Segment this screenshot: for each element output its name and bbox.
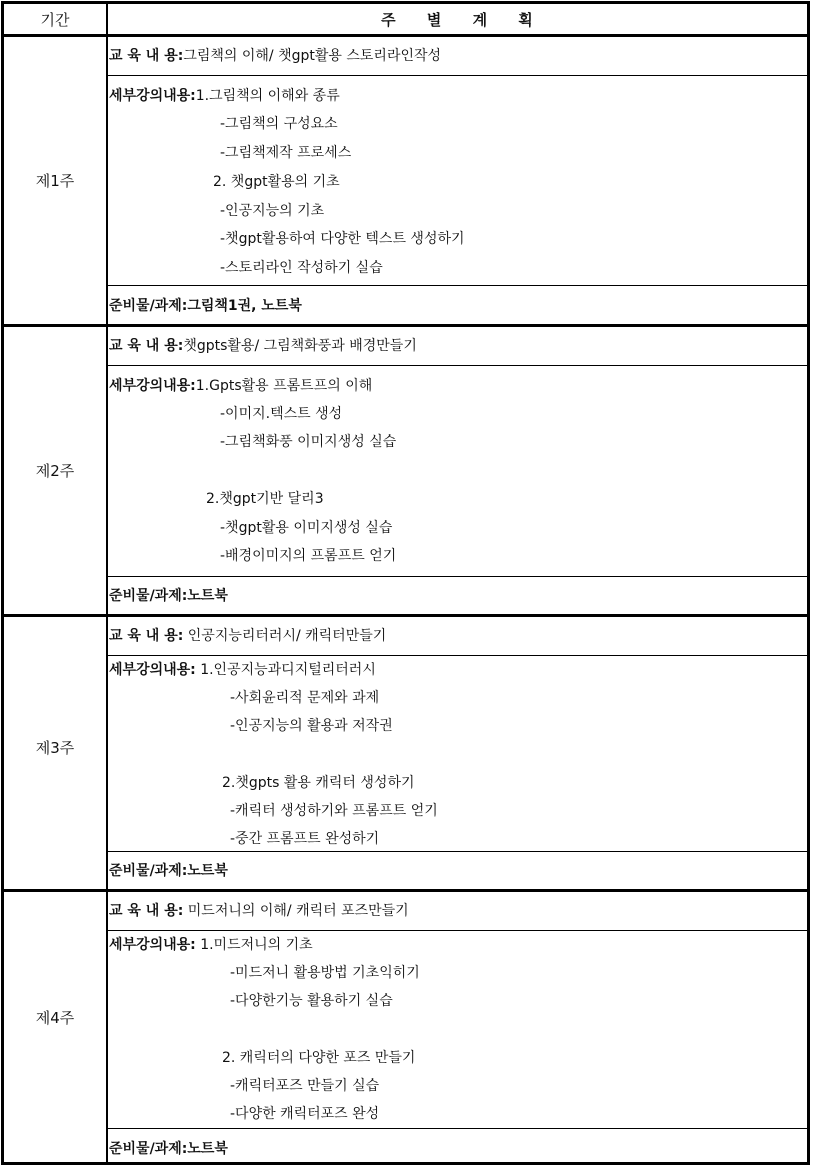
week-2-detail-line-6: -배경이미지의 프롬프트 얻기 xyxy=(220,548,397,564)
week-4-detail-line-2: -미드저니 활용방법 기초익히기 xyxy=(230,965,420,981)
week-1-detail-line-2: -그림책의 구성요소 xyxy=(220,116,338,132)
row-divider xyxy=(108,285,807,286)
content-label: 교 육 내 용: xyxy=(109,48,184,64)
week-3-section xyxy=(4,617,807,889)
week-3-prep: 준비물/과제:노트북 xyxy=(109,863,228,879)
week-3-detail-line-4: 2.챗gpts 활용 캐릭터 생성하기 xyxy=(222,775,415,791)
content-text: 챗gpts활용/ 그림책화풍과 배경만들기 xyxy=(183,338,417,354)
week-4-detail-line-5: -캐릭터포즈 만들기 실습 xyxy=(230,1078,380,1094)
week-4-content xyxy=(109,902,409,920)
week-2-detail-line-3: -그림책화풍 이미지생성 실습 xyxy=(220,434,397,450)
week-1-detail-line-4: 2. 챗gpt활용의 기초 xyxy=(213,174,340,190)
row-divider xyxy=(108,75,807,76)
week-2-label: 제2주 xyxy=(35,462,75,480)
content-label: 교 육 내 용: xyxy=(109,338,184,354)
week-2-detail-line-2: -이미지.텍스트 생성 xyxy=(220,406,343,422)
detail-label: 세부강의내용: xyxy=(109,662,196,678)
week-2-section xyxy=(4,327,807,614)
row-divider xyxy=(108,930,807,931)
content-text: 그림책의 이해/ 챗gpt활용 스토리라인작성 xyxy=(183,48,442,64)
week-3-detail-line-5: -캐릭터 생성하기와 프롬프트 얻기 xyxy=(230,803,438,819)
weekly-plan-table xyxy=(1,1,810,1165)
week-3-detail-line-3: -인공지능의 활용과 저작권 xyxy=(230,718,393,734)
week-2-prep: 준비물/과제:노트북 xyxy=(109,588,228,604)
week-1-detail-line-7: -스토리라인 작성하기 실습 xyxy=(220,260,383,276)
week-1-section xyxy=(4,37,807,324)
detail-label: 세부강의내용: xyxy=(109,937,196,953)
week-1-detail-line-1 xyxy=(109,87,340,105)
week-3-detail-line-2: -사회윤리적 문제와 과제 xyxy=(230,690,380,706)
row-divider xyxy=(108,576,807,577)
week-2-detail-line-5: -챗gpt활용 이미지생성 실습 xyxy=(220,520,393,536)
row-divider xyxy=(108,365,807,366)
content-text: 미드저니의 이해/ 캐릭터 포즈만들기 xyxy=(183,903,409,919)
week-2-detail-line-1 xyxy=(109,377,372,395)
week-3-content xyxy=(109,627,386,645)
week-1-detail-line-3: -그림책제작 프로세스 xyxy=(220,145,352,161)
detail-label: 세부강의내용: xyxy=(109,378,196,394)
row-divider xyxy=(108,851,807,852)
week-4-prep: 준비물/과제:노트북 xyxy=(109,1141,228,1157)
week-1-prep: 준비물/과제:그림책1권, 노트북 xyxy=(109,298,302,314)
week-4-detail-line-3: -다양한기능 활용하기 실습 xyxy=(230,993,393,1009)
week-1-label: 제1주 xyxy=(35,172,75,190)
detail-text: 1.미드저니의 기초 xyxy=(195,937,313,953)
week-3-detail-line-6: -중간 프롬프트 완성하기 xyxy=(230,831,380,847)
content-text: 인공지능리터러시/ 캐릭터만들기 xyxy=(183,628,387,644)
week-3-detail-line-1 xyxy=(109,661,376,679)
content-label: 교 육 내 용: xyxy=(109,903,184,919)
header-period: 기간 xyxy=(40,10,70,29)
week-4-label: 제4주 xyxy=(35,1008,75,1027)
week-4-detail-line-6: -다양한 캐릭터포즈 완성 xyxy=(230,1106,380,1122)
week-3-label: 제3주 xyxy=(35,738,75,757)
detail-label: 세부강의내용: xyxy=(109,88,196,104)
row-divider xyxy=(108,655,807,656)
week-4-section xyxy=(4,892,807,1165)
week-4-detail-line-1 xyxy=(109,936,313,954)
detail-text: 1.Gpts활용 프롬트프의 이해 xyxy=(195,378,373,394)
week-1-detail-line-6: -챗gpt활용하여 다양한 텍스트 생성하기 xyxy=(220,231,465,247)
week-1-content xyxy=(109,47,441,65)
detail-text: 1.인공지능과디지털리터러시 xyxy=(195,662,376,678)
week-2-content xyxy=(109,337,417,355)
week-1-detail-line-5: -인공지능의 기초 xyxy=(220,203,325,219)
row-divider xyxy=(108,1128,807,1129)
content-label: 교 육 내 용: xyxy=(109,628,184,644)
detail-text: 1.그림책의 이해와 종류 xyxy=(195,88,340,104)
week-4-detail-line-4: 2. 캐릭터의 다양한 포즈 만들기 xyxy=(222,1050,416,1066)
week-2-detail-line-4: 2.챗gpt기반 달리3 xyxy=(206,491,324,507)
header-weekly-plan: 주 별 계 획 xyxy=(381,10,546,29)
